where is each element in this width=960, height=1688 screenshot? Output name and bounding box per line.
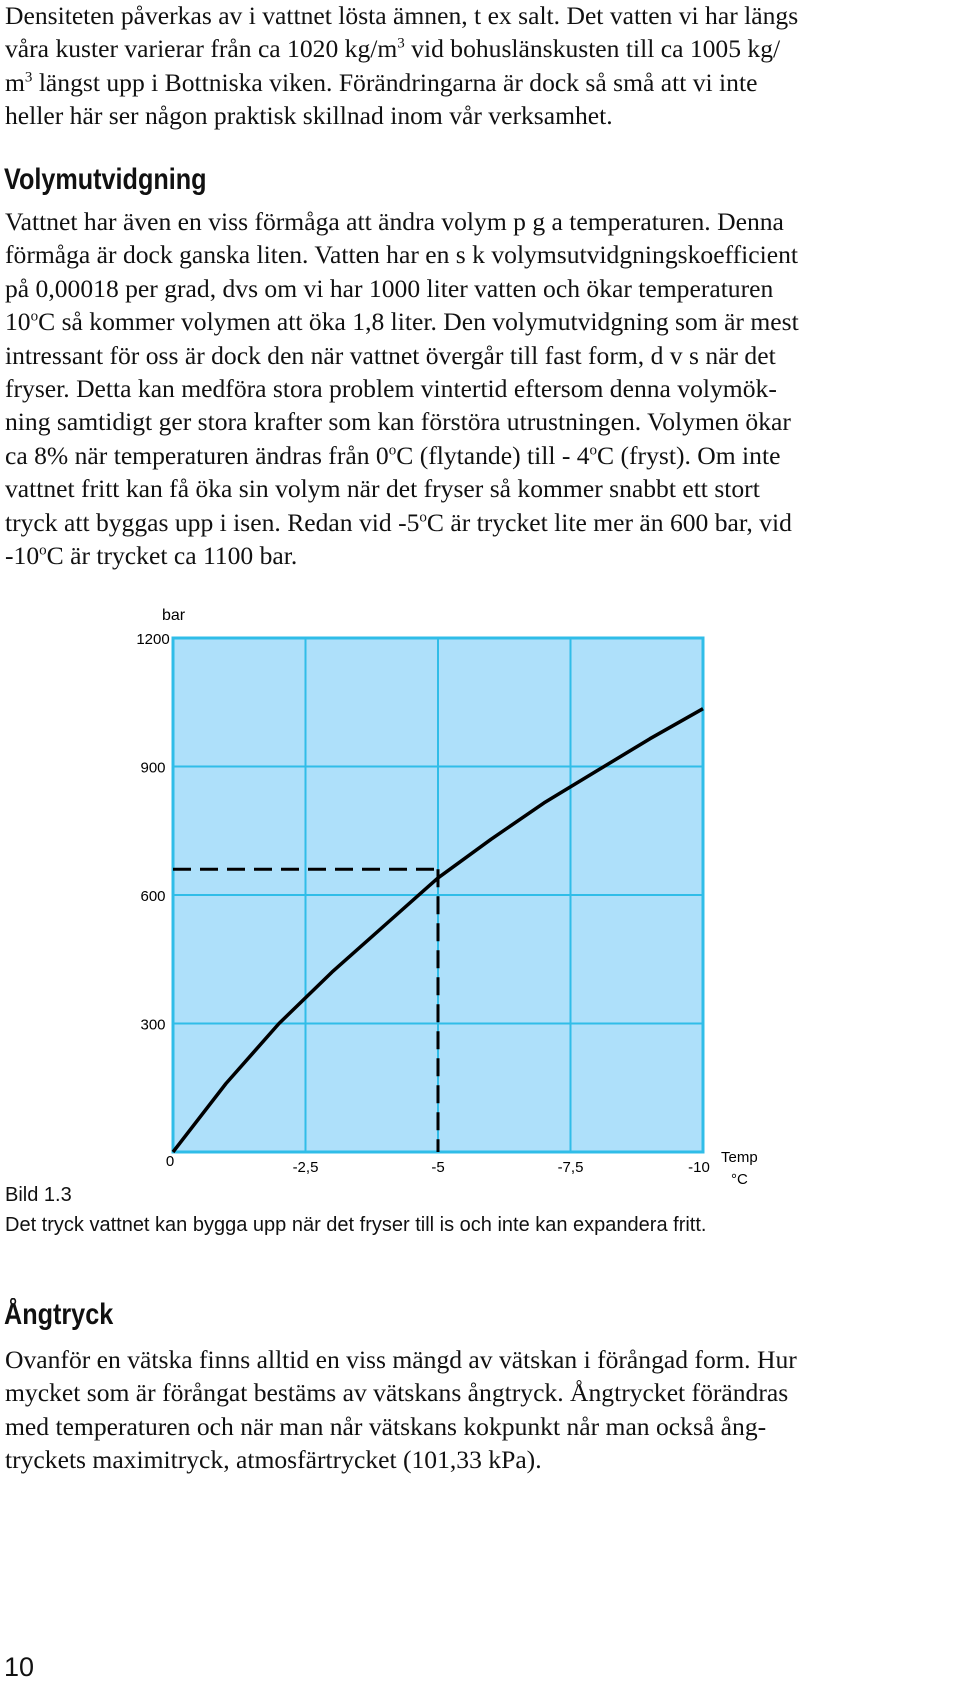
figure-caption [5,1182,706,1238]
text-line: 10$^o$C så kommer volymen att öka 1,8 liter. Den volymutvidgning som är mest [5,307,799,337]
text-line: fryser. Detta kan medföra stora problem vintertid eftersom denna volymök- [5,374,777,404]
text-line: med temperaturen och när man når vätskans kokpunkt når man också ång- [5,1411,767,1441]
text-line: mycket som är förångat bestäms av vätskans ångtryck. Ångtrycket förändras [5,1378,789,1408]
text-line: intressant för oss är dock den när vattnet övergår till fast form, d v s när det [5,340,776,370]
x-tick-label: -7,5 [557,1159,584,1176]
text-line: vattnet fritt kan få öka sin volym när det fryser så kommer snabbt ett stort [5,474,760,504]
x-tick-labels [293,1159,710,1176]
page-number: 10 [4,1652,35,1682]
x-tick-label: -5 [431,1159,445,1176]
y-tick-label: 1200 [136,631,170,648]
x-tick-label: -2,5 [292,1159,319,1176]
x-axis-label: Temp [721,1149,758,1166]
heading-volymutvidgning: Volymutvidgning [4,163,207,196]
y-axis-label: bar [162,607,186,624]
text-line: på 0,00018 per grad, dvs om vi har 1000 liter vatten och ökar temperaturen [5,273,774,303]
y-tick-label: 600 [140,888,166,905]
x-axis-unit-label: °C [731,1171,748,1188]
text-line: ning samtidigt ger stora krafter som kan förstöra utrustningen. Volymen ökar [5,407,791,437]
heading-angtryck: Ångtryck [4,1298,114,1331]
text-line: $m^3$ längst upp i Bottniska viken. Förändringarna är dock så små att vi inte [5,67,758,97]
text-line: ca 8% när temperaturen ändras från 0$^o$C (flytande) till - 4$^o$C (fryst). Om inte [5,440,781,470]
figure-caption-text: Det tryck vattnet kan bygga upp när det fryser till is och inte kan expandera fritt. [5,1214,707,1236]
y-tick-labels [136,631,174,1170]
text-line: heller här ser någon praktisk skillnad inom vår verksamhet. [5,101,613,131]
text-line: Densiteten påverkas av i vattnet lösta ämnen, t ex salt. Det vatten vi har längs [5,1,799,30]
text-line: tryckets maximitryck, atmosfärtrycket (101,33 kPa). [5,1445,542,1475]
figure-label: Bild 1.3 [5,1184,72,1206]
text-line: Ovanför en vätska finns alltid en viss mängd av vätskan i förångad form. Hur [5,1345,797,1374]
y-tick-label: 0 [165,1153,175,1170]
text-line: våra kuster varierar från ca 1020 $kg/m^3$ vid bohuslänskusten till ca 1005 kg/ [5,34,781,64]
text-line: -10$^o$C är trycket ca 1100 bar. [5,541,298,571]
y-tick-label: 900 [140,759,166,777]
text-line: Vattnet har även en viss förmåga att ändra volym p g a temperaturen. Denna [5,207,784,236]
text-line: förmåga är dock ganska liten. Vatten har en s k volymsutvidgningskoefficient [5,240,798,270]
text-line: tryck att byggas upp i isen. Redan vid -5$^o$C är trycket lite mer än 600 bar, vid [5,507,792,537]
vapor-pressure-paragraph [5,1343,945,1477]
x-tick-label: -10 [688,1159,710,1176]
y-tick-label: 300 [140,1016,166,1034]
